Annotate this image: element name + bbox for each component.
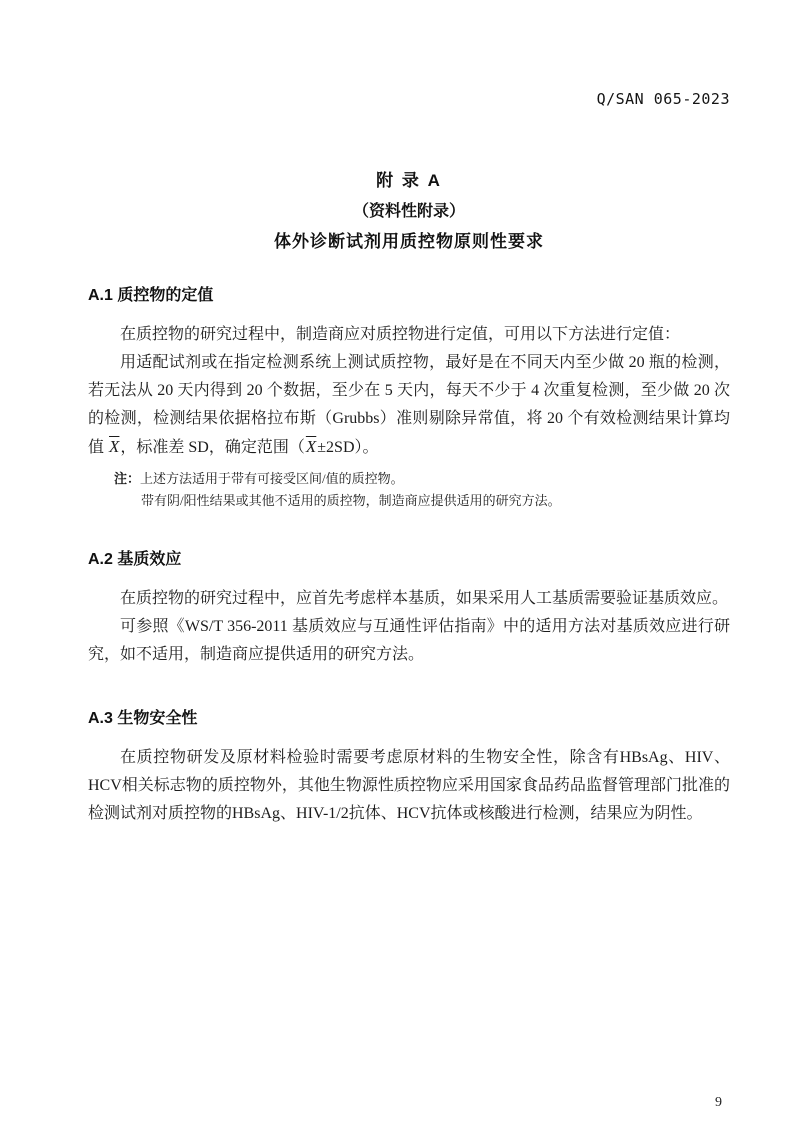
document-number-header: Q/SAN 065-2023 [596,90,730,108]
a1-paragraph-2-text-3: ±2SD）。 [317,439,379,456]
note-block [88,468,730,512]
a2-paragraph-2: 可参照《WS/T 356-2011 基质效应与互通性评估指南》中的适用方法对基质效应进行研究，如不适用，制造商应提供适用的研究方法。 [88,618,730,663]
xbar-mean-symbol: $\overline{X}$ [305,437,317,456]
a3-paragraph-1: 在质控物研发及原材料检验时需要考虑原材料的生物安全性，除含有HBsAg、HIV、HCV相关标志物的质控物外，其他生物源性质控物应采用国家食品药品监督管理部门批准的检测试剂对质控物的HBsAg、HIV-1/2抗体、HCV抗体或核酸进行检测，结果应为阴性。 [88,749,730,822]
a1-paragraph-2-text-2: ，标准差 SD，确定范围（ [120,439,305,456]
a1-paragraph-2-text-1: 用适配试剂或在指定检测系统上测试质控物，最好是在不同天内至少做 20 瓶的检测，若无法从 20 天内得到 20 个数据，至少在 5 天内，每天不少于 4 次重复检测，至少做 20 次的检测，检测结果依据格拉布斯（Grubbs）准则剔除异常值，将 20 个有效检测结果计算均值 [88,354,730,456]
section-heading-a2: A.2 基质效应 [88,551,182,568]
a1-paragraph-1: 在质控物的研究过程中，制造商应对质控物进行定值，可用以下方法进行定值： [120,326,681,343]
a2-paragraph-1: 在质控物的研究过程中，应首先考虑样本基质，如果采用人工基质需要验证基质效应。 [120,590,729,607]
xbar-mean-symbol: $\overline{X}$ [109,437,120,456]
appendix-subject-title: 体外诊断试剂用质控物原则性要求 [274,232,544,251]
page-number: 9 [715,1095,722,1110]
section-heading-a1: A.1 质控物的定值 [88,287,214,304]
note-label: 注： [114,471,141,486]
title-block [88,166,730,252]
appendix-title: 附 录 A [376,171,442,190]
note-line-1-text: 上述方法适用于带有可接受区间/值的质控物。 [140,471,404,486]
appendix-type-note: （资料性附录） [352,203,465,220]
note-line-1 [88,468,730,490]
section-heading-a3: A.3 生物安全性 [88,710,198,727]
a1-paragraph-2 [88,349,730,462]
note-line-2: 带有阴/阳性结果或其他不适用的质控物，制造商应提供适用的研究方法。 [141,493,561,508]
